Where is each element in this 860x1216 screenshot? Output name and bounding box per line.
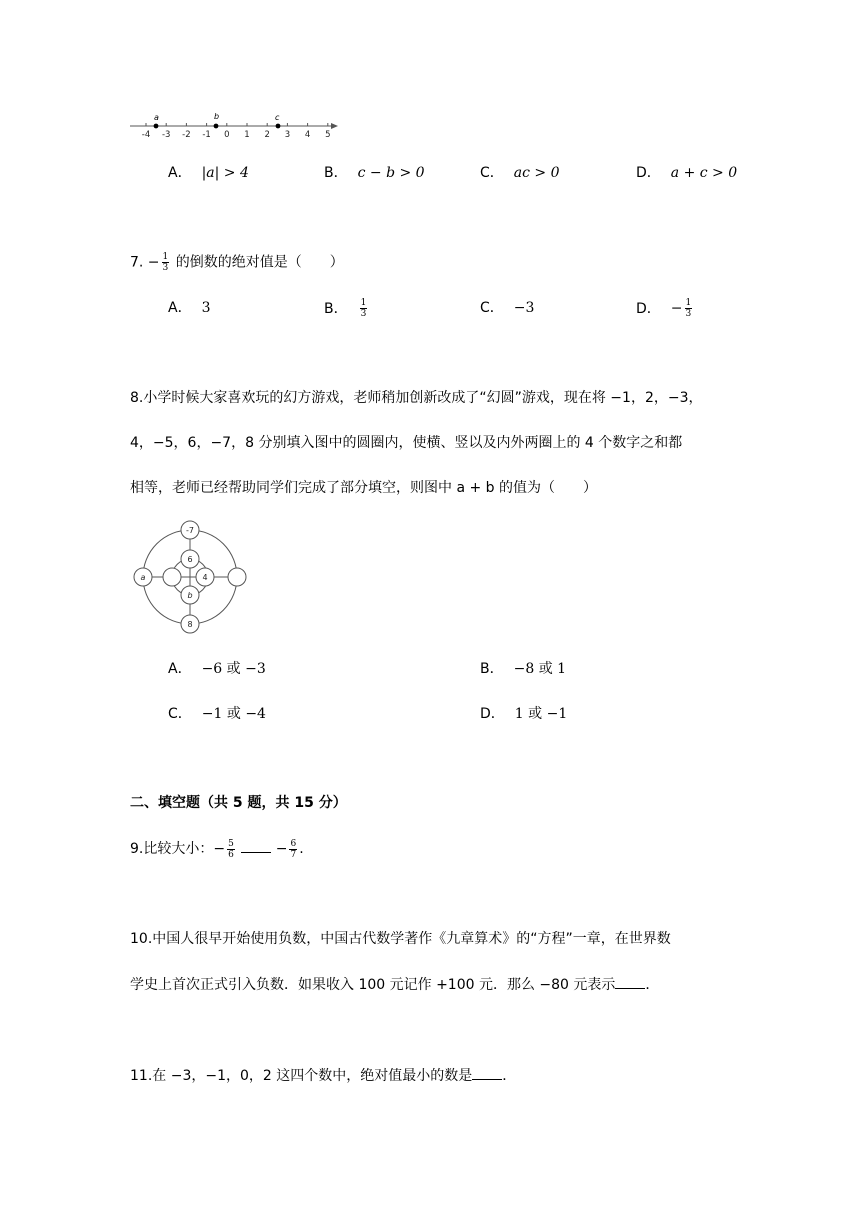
q10-line-2: 学史上首次正式引入负数．如果收入 100 元记作 +100 元．那么 −80 元表示 ．	[130, 974, 659, 995]
q8-option-a: A． −6 或 −3	[168, 661, 266, 677]
q8-option-d: D． 1 或 −1	[480, 706, 568, 722]
number-line-tick-label: 2	[264, 130, 270, 140]
q8-option-b: B． −8 或 1	[480, 661, 567, 677]
node-inner-top-value: 6	[187, 555, 193, 564]
q7-option-a: A． 3	[168, 300, 211, 316]
q7-option-b: B． $\frac{1}{3}$	[324, 298, 367, 319]
node-inner-left	[163, 568, 181, 586]
q11-answer-blank[interactable]	[472, 1065, 502, 1080]
q6-option-b: B． c − b > 0	[324, 165, 425, 181]
q8-line-3: 相等，老师已经帮助同学们完成了部分填空，则图中 a + b 的值为（ ）	[130, 480, 597, 496]
node-bottom-value: 8	[187, 620, 193, 629]
q8-line-1: 8.小学时候大家喜欢玩的幻方游戏，老师稍加创新改成了“幻圆”游戏，现在将 −1，2，−3，	[130, 390, 703, 406]
q7-option-d: D． − $\frac{1}{3}$	[636, 298, 692, 319]
number-line-tick-label: 5	[325, 130, 331, 140]
node-inner-right-value: 4	[202, 573, 208, 582]
q10-line-1: 10.中国人很早开始使用负数，中国古代数学著作《九章算术》的“方程”一章，在世界数	[130, 931, 671, 947]
q9-question: 9.比较大小：− $\frac{5}{6}$ − $\frac{6}{7}$ .	[130, 838, 304, 860]
point-b	[214, 124, 219, 129]
node-top-value: -7	[186, 526, 194, 535]
section-heading: 二、填空题（共 5 题，共 15 分）	[130, 795, 347, 811]
node-left-value: a	[140, 573, 146, 582]
point-c	[276, 124, 281, 129]
q8-option-c: C． −1 或 −4	[168, 706, 266, 722]
q7-option-c: C． −3	[480, 300, 535, 316]
q9-answer-blank[interactable]	[241, 838, 271, 853]
q8-line-2: 4，−5，6，−7，8 分别填入图中的圆圈内，使横、竖以及内外两圈上的 4 个数字之和都	[130, 435, 683, 451]
number-line-tick-label: 4	[304, 130, 311, 140]
point-label-b: b	[214, 112, 220, 121]
q6-option-d: D． a + c > 0	[636, 165, 738, 181]
number-line-tick-label: -2	[182, 130, 191, 140]
number-line-tick-label: -1	[202, 130, 211, 140]
number-line-tick-label: 0	[224, 130, 230, 140]
point-label-c: c	[275, 113, 280, 122]
magic-circle-diagram	[128, 518, 252, 638]
number-line-tick-label: -3	[161, 130, 171, 140]
q10-answer-blank[interactable]	[615, 974, 645, 989]
number-line-figure	[126, 110, 346, 142]
number-line-arrow	[331, 123, 338, 129]
q6-option-a: A． |a| > 4	[168, 165, 249, 181]
q11-question: 11.在 −3，−1，0，2 这四个数中，绝对值最小的数是 ．	[130, 1065, 516, 1086]
q7-question: 7. − $\frac{1}{3}$ 的倒数的绝对值是（ ）	[130, 252, 344, 273]
node-inner-bottom-value: b	[187, 591, 193, 600]
q6-option-c: C． ac > 0	[480, 165, 560, 181]
number-line-tick-label: -4	[141, 130, 151, 140]
number-line-tick-label: 3	[284, 130, 291, 140]
number-line-tick-label: 1	[244, 130, 250, 140]
node-right	[228, 568, 246, 586]
point-a	[154, 124, 159, 129]
point-label-a: a	[154, 113, 159, 122]
q7-fraction: $\frac{1}{3}$	[162, 252, 169, 273]
